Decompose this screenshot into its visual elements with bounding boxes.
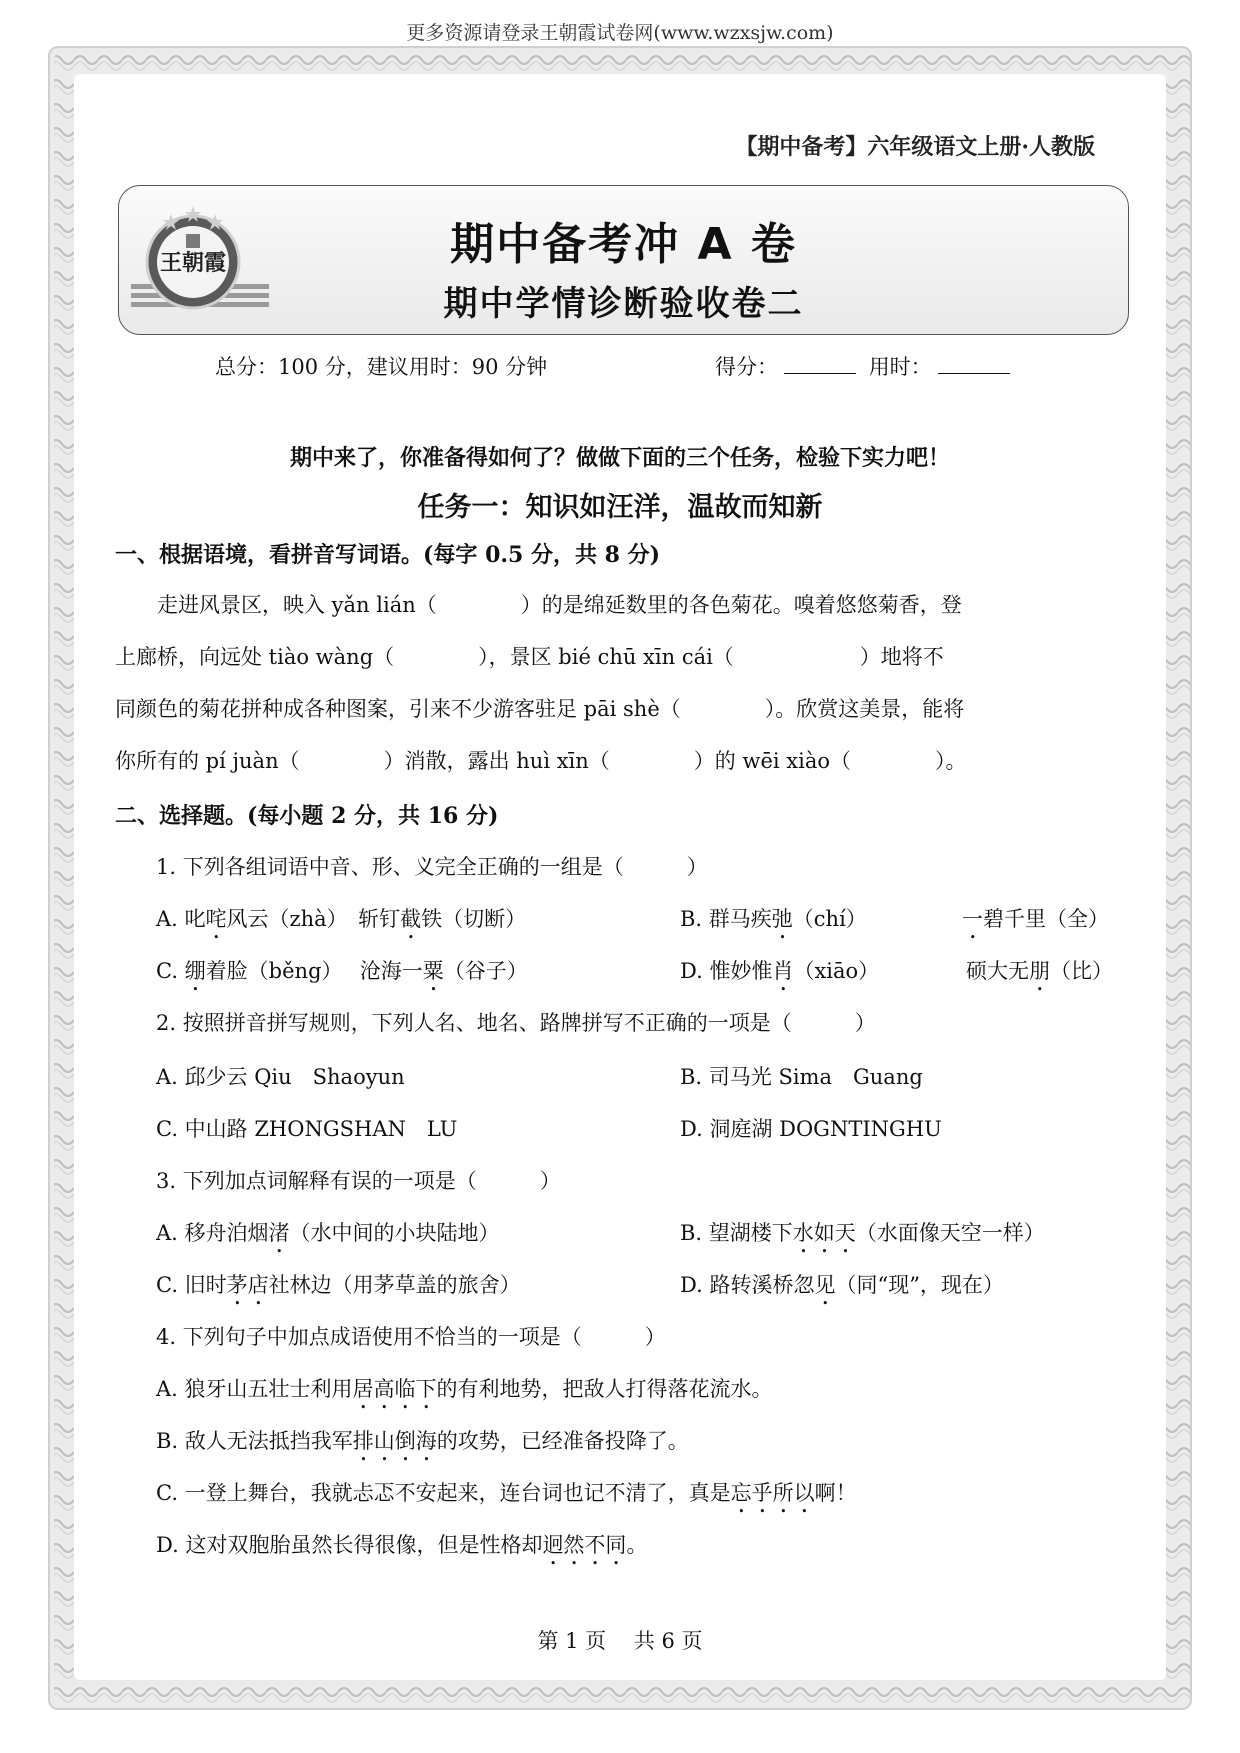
opt-text: C. 旧时 [156,1273,227,1297]
passage-line: 你所有的 pí juàn（ ）消散，露出 huì xīn（ ）的 wēi xiào（ ）。 [115,749,967,773]
opt-text: C. 一登上舞台，我就忐忑不安起来，连台词也记不清了，真是 [156,1481,731,1505]
opt-text: （水中间的小块陆地） [289,1221,500,1245]
time-label: 用时： [868,355,932,379]
opt-text: 着脸（běng） [205,959,333,983]
q2-option-c: C. 中山路 ZHONGSHAN LU [156,1117,458,1141]
dotted-char: 截 [400,907,422,931]
total-score-info: 总分：100 分，建议用时：90 分钟 [215,355,548,379]
opt-text: D. 路转溪桥忽 [680,1273,815,1297]
dotted-char: 居高临下 [352,1377,437,1401]
opt-text: 的有利地势，把敌人打得落花流水。 [436,1377,773,1401]
dotted-char: 肖 [772,959,794,983]
section2-heading: 二、选择题。(每小题 2 分，共 16 分) [115,803,499,829]
q4-option-d [156,1529,647,1570]
opt-text: 啊！ [814,1481,857,1505]
opt-text: D. 这对双胞胎虽然长得很像，但是性格却 [156,1533,543,1557]
q1-option-a [156,903,526,944]
dotted-char: 粟 [422,959,444,983]
q4-option-b [156,1425,689,1466]
opt-text: A. 移舟泊烟 [156,1221,269,1245]
score-label: 得分： [715,355,778,379]
opt-text: （水面像天空一样） [855,1221,1045,1245]
intro-text: 期中来了，你准备得如何了？做做下面的三个任务，检验下实力吧！ [289,445,950,471]
dotted-char: 水如天 [792,1221,856,1245]
dotted-char: 朋 [1029,959,1050,983]
q3-option-d [680,1269,1004,1310]
score-fields [715,351,1016,381]
dotted-char: 迥然不同 [542,1533,627,1557]
passage-line: 上廊桥，向远处 tiào wàng（ ），景区 bié chū xīn cái（ ）地将不 [115,645,944,669]
passage-line: 走进风景区，映入 yǎn lián（ ）的是绵延数里的各色菊花。嗅着悠悠菊香，登 [115,593,962,617]
dotted-char: 一 [962,907,983,931]
opt-text: （比） [1050,959,1113,983]
q2-option-a: A. 邱少云 Qiu Shaoyun [156,1065,405,1089]
dotted-char: 茅店 [226,1273,269,1297]
exam-title: 期中备考冲 A 卷 [450,219,797,270]
q1-option-d-word2 [966,955,1113,996]
opt-text: B. 望湖楼下 [680,1221,793,1245]
dotted-char: 渚 [268,1221,290,1245]
series-label: 【期中备考】六年级语文上册·人教版 [735,134,1095,160]
dotted-char: 弛 [771,907,793,931]
q2-option-b: B. 司马光 Sima Guang [680,1065,923,1089]
q1-option-d [680,955,879,996]
q4-option-a [156,1373,773,1414]
dotted-char: 排山倒海 [352,1429,437,1453]
dotted-char: 绷 [184,959,206,983]
opt-text: 的攻势，已经准备投降了。 [436,1429,689,1453]
opt-text: （同“现”，现在） [835,1273,1004,1297]
opt-text: C. [156,959,185,983]
opt-text: 风云（zhà） 斩钉 [226,907,401,931]
site-note: 更多资源请登录王朝霞试卷网(www.wzxsjw.com) [406,22,834,44]
q2-stem: 2. 按照拼音拼写规则，下列人名、地名、路牌拼写不正确的一项是（ ） [156,1011,876,1035]
opt-text: 碧千里（全） [983,907,1109,931]
q1-option-b [680,903,867,944]
opt-text: （谷子） [443,959,528,983]
q3-stem: 3. 下列加点词解释有误的一项是（ ） [156,1169,561,1193]
q1-option-c [156,955,528,996]
q3-option-a [156,1217,500,1258]
time-blank [938,355,1010,374]
exam-subtitle: 期中学情诊断验收卷二 [443,284,804,324]
page-footer: 第 1 页 共 6 页 [537,1629,703,1653]
opt-text: B. 敌人无法抵挡我军 [156,1429,353,1453]
dotted-char: 见 [814,1273,836,1297]
opt-text: 沧海一 [359,959,423,983]
opt-text: （xiāo） [793,959,880,983]
opt-text: A. 狼牙山五壮士利用 [156,1377,353,1401]
opt-text: （chí） [792,907,867,931]
q4-stem: 4. 下列句子中加点成语使用不恰当的一项是（ ） [156,1325,666,1349]
opt-text: 铁（切断） [421,907,527,931]
opt-text: 。 [626,1533,648,1557]
q3-option-c [156,1269,521,1310]
section1-passage [115,579,1127,787]
q3-option-b [680,1217,1045,1258]
opt-text: D. 惟妙惟 [680,959,773,983]
score-blank [784,355,856,374]
q4-option-c [156,1477,857,1518]
logo-text: 王朝霞 [159,250,227,276]
q2-option-d: D. 洞庭湖 DOGNTINGHU [680,1117,942,1141]
q1-option-b-word2 [962,903,1109,944]
section1-heading: 一、根据语境，看拼音写词语。(每字 0.5 分，共 8 分) [115,542,661,568]
q1-stem: 1. 下列各组词语中音、形、义完全正确的一组是（ ） [156,855,708,879]
title-banner [118,185,1129,335]
opt-text: B. 群马疾 [680,907,772,931]
task1-title: 任务一：知识如汪洋，温故而知新 [417,492,823,523]
dotted-char: 忘乎所以 [730,1481,815,1505]
score-line [0,351,1240,381]
opt-text: A. 叱 [156,907,206,931]
opt-text: 社林边（用茅草盖的旅舍） [268,1273,521,1297]
dotted-char: 咤 [205,907,227,931]
opt-text: 硕大无 [966,959,1029,983]
passage-line: 同颜色的菊花拼种成各种图案，引来不少游客驻足 pāi shè（ ）。欣赏这美景，能将 [115,697,965,721]
